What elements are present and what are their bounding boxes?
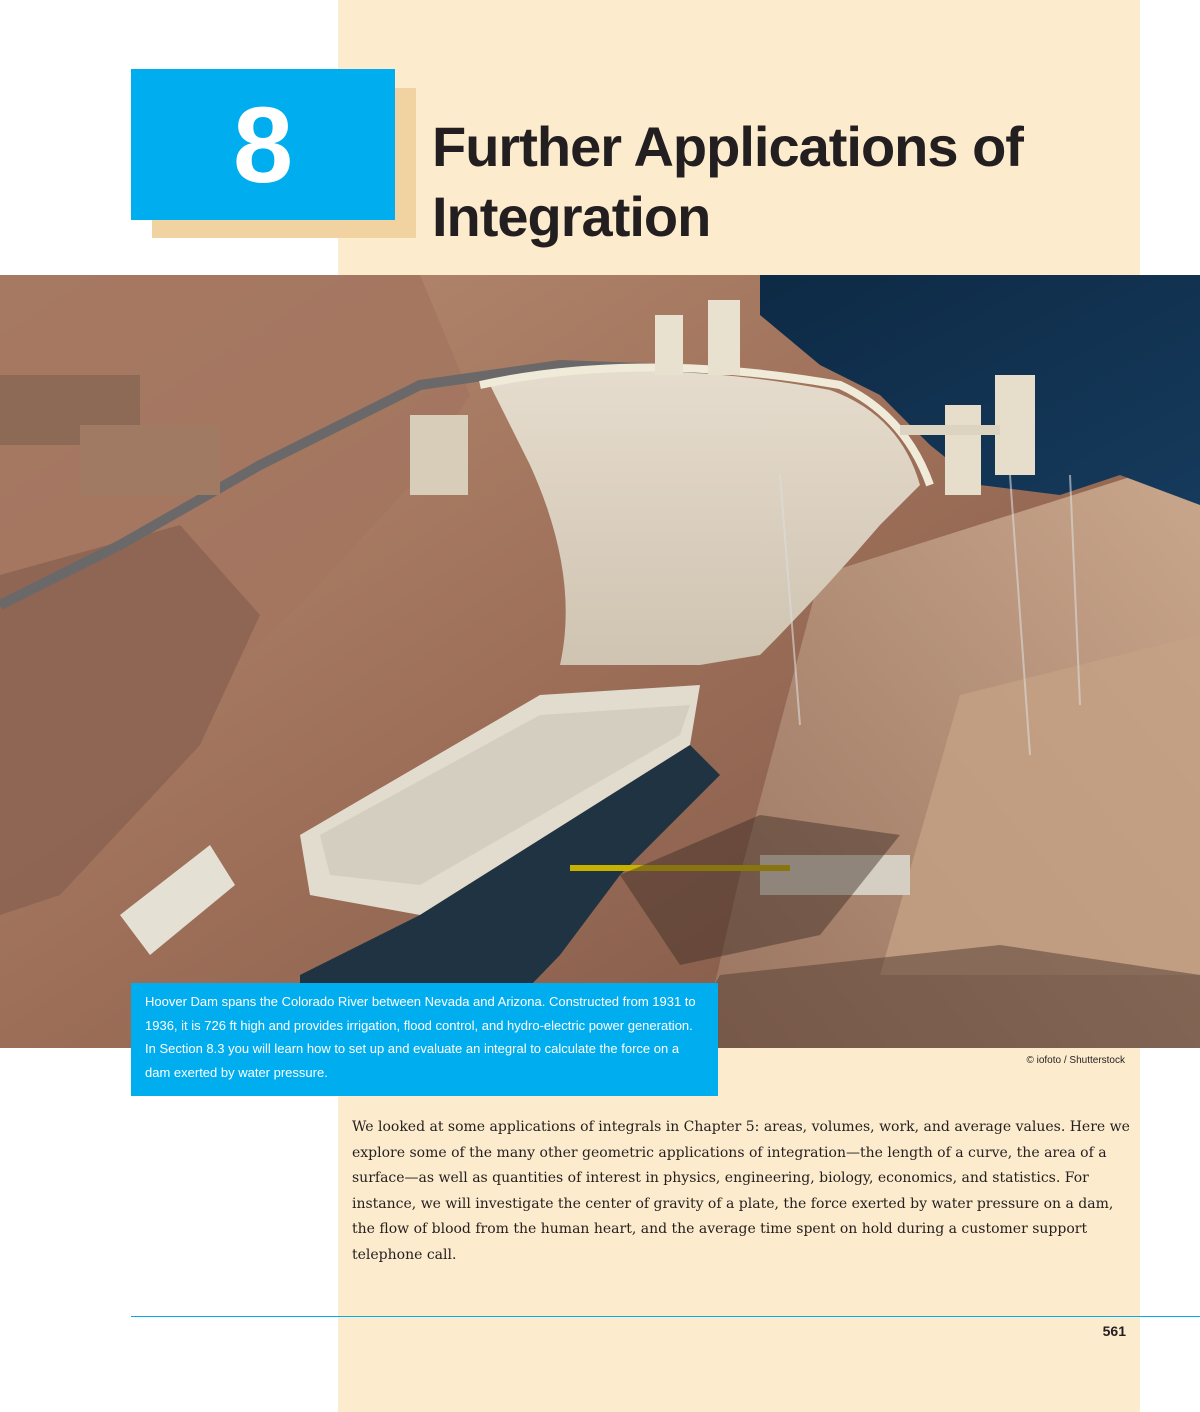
tower-bridge — [900, 425, 1000, 435]
page-number: 561 — [1102, 1323, 1126, 1339]
photo-credit: © iofoto / Shutterstock — [1026, 1055, 1125, 1066]
chapter-title — [432, 112, 1112, 252]
chapter-number: 8 — [232, 83, 294, 205]
intake-tower-2 — [708, 300, 740, 375]
intro-paragraph: We looked at some applications of integrals in Chapter 5: areas, volumes, work, and average values. Here we explore some of the many other geometric applications of integration—the length of a curve, the area of a surface—as well as quantities of interest in physics, engineering, biology, economics, and statistics. For instance, we will investigate the center of gravity of a plate, the force exerted by water pressure on a dam, the flow of blood from the human heart, and the average time spent on hold during a customer support telephone call. — [352, 1119, 1130, 1263]
dam-illustration — [0, 275, 1200, 1048]
parking-structure — [80, 425, 220, 495]
chapter-number-box — [131, 69, 395, 220]
photo-caption: Hoover Dam spans the Colorado River between Nevada and Arizona. Constructed from 1931 to 1936, it is 726 ft high and provides irrigation, flood control, and hydro-electric power generation. In Section 8.3 you will learn how to set up and evaluate an integral to calculate the force on a dam exerted by water pressure. — [145, 994, 696, 1080]
footer-rule — [131, 1316, 1200, 1317]
spillway-tower — [410, 415, 468, 495]
chapter-title-line1: Further Applications of — [432, 115, 1023, 178]
intake-tower-4 — [995, 375, 1035, 475]
intake-tower-1 — [655, 315, 683, 375]
hoover-dam-photo — [0, 275, 1200, 1048]
chapter-title-line2: Integration — [432, 185, 711, 248]
intake-tower-3 — [945, 405, 981, 495]
photo-caption-box — [131, 983, 718, 1096]
